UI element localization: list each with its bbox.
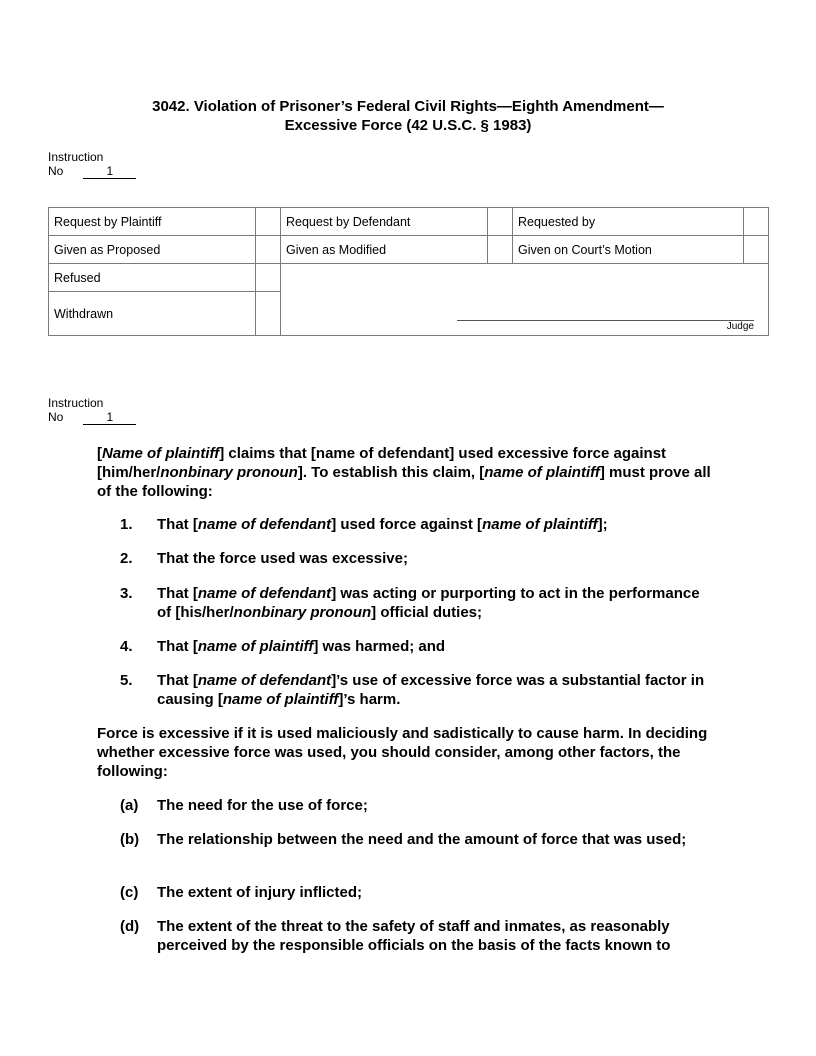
element-text: That [ <box>157 516 198 533</box>
factor-text: The relationship between the need and the amount of force that was used; <box>157 831 687 848</box>
title-line-2: Excessive Force (42 U.S.C. § 1983) <box>284 117 532 134</box>
factor-label: (a) <box>120 797 139 814</box>
element-number: 4. <box>120 638 133 655</box>
element-number: 3. <box>120 585 133 602</box>
intro-text: claims that [name of defendant] used excessive force against [him/her/ <box>97 445 667 481</box>
requested-by-checkbox[interactable] <box>744 208 769 236</box>
request-by-plaintiff-label: Request by Plaintiff <box>49 208 256 236</box>
element-item <box>97 515 717 534</box>
element-item <box>97 671 717 709</box>
factor-item <box>97 917 717 955</box>
element-number: 2. <box>120 550 133 567</box>
factor-text: The extent of the threat to the safety of staff and inmates, as reasonably perceived by the responsible officials on the basis of the facts known to <box>157 918 671 954</box>
factor-label: (c) <box>120 884 139 901</box>
refused-checkbox[interactable] <box>256 264 281 292</box>
placeholder-name-of-plaintiff: name of plaintiff <box>484 464 600 481</box>
given-on-courts-motion-checkbox[interactable] <box>744 236 769 264</box>
given-as-proposed-label: Given as Proposed <box>49 236 256 264</box>
instruction-label: Instruction <box>48 150 104 164</box>
placeholder-name-of-plaintiff: name of plaintiff <box>482 516 598 533</box>
element-number: 1. <box>120 516 133 533</box>
factor-item <box>97 883 717 902</box>
instruction-number-block-2 <box>48 396 136 425</box>
element-item <box>97 637 717 656</box>
element-text: ] was harmed; and <box>313 638 446 655</box>
intro-text: ]. To establish this claim, [ <box>297 464 485 481</box>
title-line-1: 3042. Violation of Prisoner’s Federal Civil Rights—Eighth Amendment— <box>152 98 664 115</box>
requested-by-label: Requested by <box>513 208 744 236</box>
element-text: ] used force against [ <box>331 516 483 533</box>
element-text: That [ <box>157 638 198 655</box>
element-text: ] was acting or purporting to act in the performance of [his/her/ <box>157 585 700 621</box>
instruction-label: Instruction <box>48 396 104 410</box>
element-text: ]’s use of excessive force was a substantial factor in causing [ <box>157 672 705 708</box>
request-by-defendant-label: Request by Defendant <box>281 208 488 236</box>
placeholder-nonbinary-pronoun: nonbinary pronoun <box>233 604 372 621</box>
element-item <box>97 549 717 568</box>
given-as-modified-label: Given as Modified <box>281 236 488 264</box>
judge-label: Judge <box>726 321 754 332</box>
placeholder-name-of-defendant: name of defendant <box>197 585 332 602</box>
document-title <box>0 97 816 135</box>
element-number: 5. <box>120 672 133 689</box>
element-text: ]; <box>597 516 608 533</box>
element-text: ] official duties; <box>371 604 482 621</box>
placeholder-name-of-defendant: name of defendant <box>197 516 332 533</box>
force-paragraph <box>97 724 717 781</box>
placeholder-nonbinary-pronoun: nonbinary pronoun <box>160 464 298 481</box>
factor-label: (b) <box>120 831 140 848</box>
instruction-number-block-1 <box>48 150 136 179</box>
placeholder-name-of-defendant: name of defendant <box>197 672 332 689</box>
no-label: No <box>48 410 64 424</box>
intro-text: ] must prove all of the following: <box>97 464 711 500</box>
element-text: That [ <box>157 585 198 602</box>
judge-signature-line[interactable] <box>457 320 754 321</box>
factor-text: The extent of injury inflicted; <box>157 884 363 901</box>
request-by-plaintiff-checkbox[interactable] <box>256 208 281 236</box>
intro-paragraph: [Name of plaintiff] claims that [name of defendant] used excessive force against [him/her/nonbinary pronoun]. To establish this claim, [name of plaintiff] must prove all of the following: <box>97 445 711 500</box>
no-label: No <box>48 164 64 178</box>
element-text: ]’s harm. <box>338 691 401 708</box>
element-item <box>97 584 717 622</box>
element-text: That the force used was excessive; <box>157 550 408 567</box>
given-as-modified-checkbox[interactable] <box>488 236 513 264</box>
withdrawn-checkbox[interactable] <box>256 292 281 336</box>
placeholder-name-of-plaintiff: name of plaintiff <box>222 691 339 708</box>
placeholder-name-of-plaintiff: Name of plaintiff <box>102 445 220 462</box>
given-as-proposed-checkbox[interactable] <box>256 236 281 264</box>
factor-label: (d) <box>120 918 140 935</box>
factor-item <box>97 796 717 815</box>
request-by-defendant-checkbox[interactable] <box>488 208 513 236</box>
withdrawn-label: Withdrawn <box>49 292 256 336</box>
factor-item <box>97 830 717 849</box>
given-on-courts-motion-label: Given on Court’s Motion <box>513 236 744 264</box>
refused-label: Refused <box>49 264 256 292</box>
force-paragraph-text: Force is excessive if it is used maliciously and sadistically to cause harm. In deciding whether excessive force was used, you should consider, among other factors, the following: <box>97 725 708 780</box>
instruction-number: 1 <box>83 165 136 179</box>
element-text: That [ <box>157 672 198 689</box>
instruction-number: 1 <box>83 411 136 425</box>
factor-text: The need for the use of force; <box>157 797 368 814</box>
judge-signature-area <box>281 264 769 336</box>
request-disposition-table <box>48 207 769 336</box>
placeholder-name-of-plaintiff: name of plaintiff <box>197 638 314 655</box>
